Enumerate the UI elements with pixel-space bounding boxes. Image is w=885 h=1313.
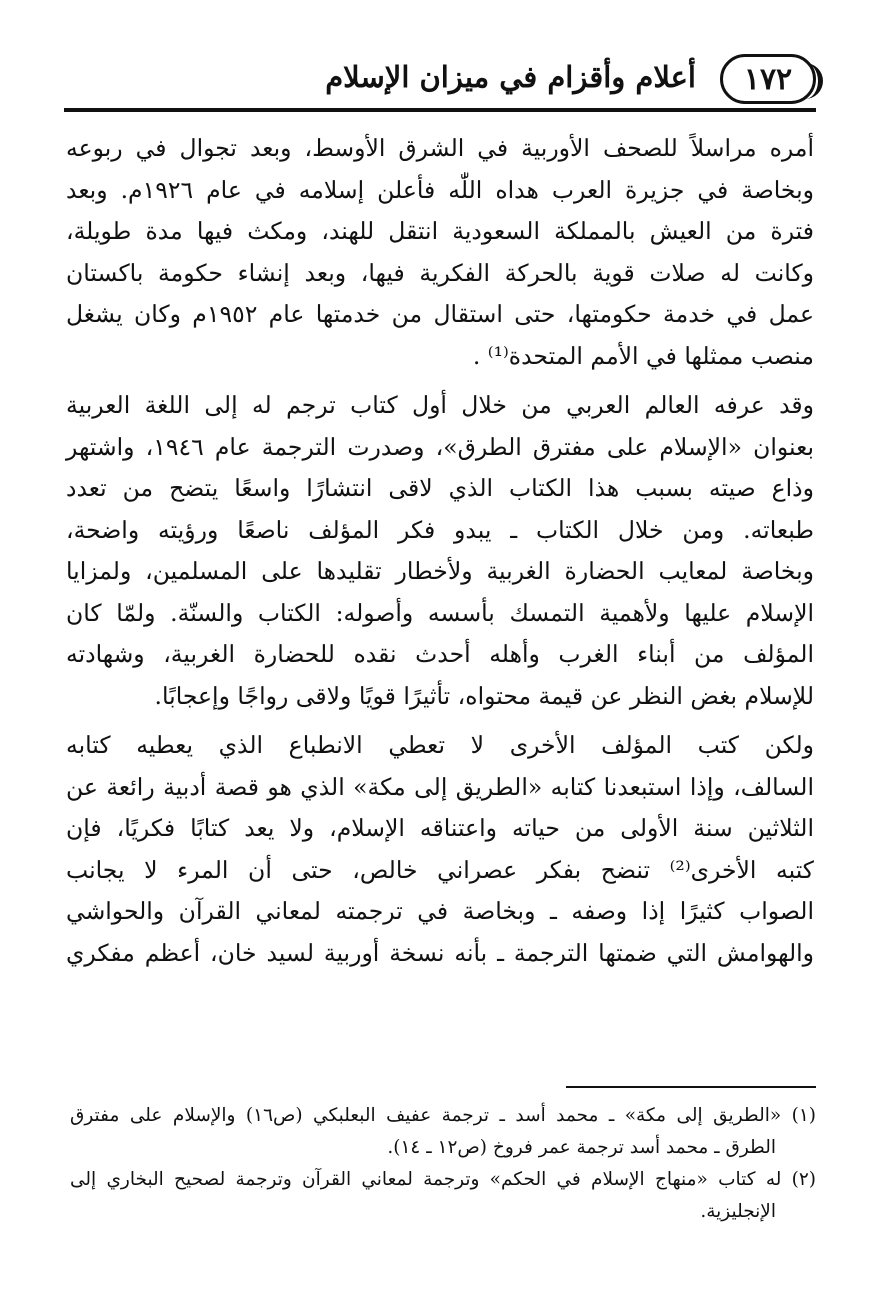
text-line: وذاع صيته بسبب هذا الكتاب الذي لاقى انتشارًا واسعًا يتضح من تعدد bbox=[66, 474, 814, 502]
footnote-1 bbox=[70, 1100, 816, 1164]
text-line: السالف، وإذا استبعدنا كتابه «الطريق إلى مكة» الذي هو قصة أدبية رائعة عن bbox=[66, 772, 814, 801]
footnote-2 bbox=[70, 1164, 816, 1228]
footnotes bbox=[70, 1100, 816, 1228]
paragraph-1 bbox=[66, 128, 814, 377]
text-line: عمل في خدمة حكومتها، حتى استقال من خدمتها عام ١٩٥٢م وكان يشغل bbox=[66, 300, 814, 328]
paragraph-3 bbox=[66, 725, 814, 974]
text-line: المؤلف من أبناء الغرب وأهله أحدث نقده للحضارة الغربية، وشهادته bbox=[66, 640, 814, 668]
paragraph-2 bbox=[66, 385, 814, 717]
text-line: وبخاصة لمعايب الحضارة الغربية ولأخطار تقليدها على المسلمين، ولمزايا bbox=[66, 557, 814, 585]
text-line: الثلاثين سنة الأولى من حياته واعتناقه الإسلام، ولا يعد كتابًا فكريًا، فإن bbox=[66, 814, 814, 842]
footnote-line: (١) «الطريق إلى مكة» ـ محمد أسد ـ ترجمة عفيف البعلبكي (ص١٦) والإسلام على مفترق bbox=[70, 1105, 816, 1126]
text-line: ولكن كتب المؤلف الأخرى لا تعطي الانطباع الذي يعطيه كتابه bbox=[66, 731, 814, 759]
page-header bbox=[64, 52, 816, 112]
text-line: وبخاصة في جزيرة العرب هداه اللّٰه فأعلن إسلامه في عام ١٩٢٦م. وبعد bbox=[66, 175, 814, 204]
text-line: وكانت له صلات قوية بالحركة الفكرية فيها، وبعد إنشاء حكومة باكستان bbox=[66, 258, 814, 287]
text-line: كتبه الأخرى⁽²⁾ تنضح بفكر عصراني خالص، حتى أن المرء لا يجانب bbox=[66, 855, 814, 884]
text-line: الإسلام عليها ولأهمية التمسك بأسسه وأصوله: الكتاب والسنّة. ولمّا كان bbox=[66, 598, 814, 627]
text-line: أمره مراسلاً للصحف الأوربية في الشرق الأوسط، وبعد تجوال في ربوعه bbox=[66, 134, 814, 162]
text-line: والهوامش التي ضمتها الترجمة ـ بأنه نسخة أوربية لسيد خان، أعظم مفكري bbox=[66, 938, 814, 967]
text-line: بعنوان «الإسلام على مفترق الطرق»، وصدرت الترجمة عام ١٩٤٦، واشتهر bbox=[66, 432, 814, 461]
header-rule bbox=[64, 108, 816, 112]
text-line: منصب ممثلها في الأمم المتحدة⁽¹⁾ . bbox=[472, 341, 814, 370]
text-line: وقد عرفه العالم العربي من خلال أول كتاب ترجم له إلى اللغة العربية bbox=[66, 391, 814, 419]
text-line: طبعاته. ومن خلال الكتاب ـ يبدو فكر المؤلف ناصعًا ورؤيته واضحة، bbox=[66, 515, 814, 544]
text-line: الصواب كثيرًا إذا وصفه ـ وبخاصة في ترجمته لمعاني القرآن والحواشي bbox=[66, 897, 814, 925]
footnote-line: الإنجليزية. bbox=[700, 1201, 776, 1222]
page-number: ١٧٢ bbox=[720, 54, 816, 104]
text-line: فترة من العيش بالمملكة السعودية انتقل للهند، ومكث فيها مدة طويلة، bbox=[66, 217, 814, 245]
running-title: أعلام وأقزام في ميزان الإسلام bbox=[325, 60, 696, 94]
footnote-rule bbox=[566, 1086, 816, 1088]
body-text bbox=[66, 128, 814, 974]
text-line: للإسلام بغض النظر عن قيمة محتواه، تأثيرًا قويًا ولاقى رواجًا وإعجابًا. bbox=[154, 681, 814, 710]
footnote-line: (٢) له كتاب «منهاج الإسلام في الحكم» وترجمة لمعاني القرآن وترجمة لصحيح البخاري إلى bbox=[70, 1169, 816, 1190]
footnote-line: الطرق ـ محمد أسد ترجمة عمر فروخ (ص١٢ ـ ١٤). bbox=[387, 1137, 776, 1158]
